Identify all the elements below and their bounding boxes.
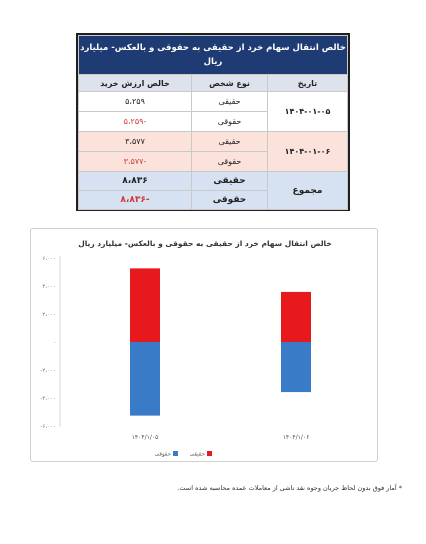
header-person-type: نوع شخص: [192, 75, 268, 92]
chart-card: [30, 228, 378, 462]
x-category-label: ۱۴۰۴/۱/۰۵: [131, 434, 159, 441]
bar: [130, 268, 160, 342]
summary-table-card: [76, 33, 350, 211]
category-labels: [132, 434, 310, 441]
total-label: مجموع: [268, 172, 348, 210]
y-tick-label: ۲،۰۰۰: [42, 312, 56, 318]
type-cell: حقیقی: [192, 172, 268, 191]
footnote: * آمار فوق بدون لحاظ جریان وجوه نقد ناشی از معاملات عمده محاسبه شده است.: [177, 484, 402, 492]
y-tick-label: ۴،۰۰۰: [42, 284, 56, 290]
y-ticks: [40, 256, 56, 430]
bar: [281, 292, 311, 342]
table-row: [79, 132, 348, 152]
legend-swatch: [173, 451, 178, 456]
legend-label: حقیقی: [189, 451, 205, 458]
legend-label: حقوقی: [154, 451, 171, 458]
type-cell: حقیقی: [192, 92, 268, 112]
y-tick-label: -۶،۰۰۰: [40, 424, 56, 430]
y-tick-label: -۴،۰۰۰: [40, 396, 56, 402]
table-title: خالص انتقال سهام خرد از حقیقی به حقوقی و بالعکس- میلیارد ریال: [79, 36, 348, 75]
y-tick-label: ۰: [53, 340, 56, 346]
value-cell: -۳،۵۷۷: [79, 152, 192, 172]
chart-title: خالص انتقال سهام خرد از حقیقی به حقوقی و بالعکس- میلیارد ریال: [78, 239, 332, 248]
value-cell: ۳،۵۷۷: [79, 132, 192, 152]
legend: [155, 451, 212, 458]
x-category-label: ۱۴۰۴/۱/۰۶: [282, 434, 310, 441]
type-cell: حقوقی: [192, 152, 268, 172]
bar: [130, 342, 160, 416]
y-tick-label: ۶،۰۰۰: [42, 256, 56, 262]
value-cell: -۵،۲۵۹: [79, 112, 192, 132]
y-tick-label: -۲،۰۰۰: [40, 368, 56, 374]
value-cell: -۸،۸۳۶: [79, 191, 192, 210]
bar: [281, 342, 311, 392]
summary-table: [78, 35, 348, 210]
table-row: [79, 92, 348, 112]
total-row: [79, 172, 348, 191]
bars: [130, 268, 311, 415]
stacked-bar-chart: [31, 229, 379, 463]
header-net-value: خالص ارزش خرید: [79, 75, 192, 92]
type-cell: حقوقی: [192, 191, 268, 210]
value-cell: ۸،۸۳۶: [79, 172, 192, 191]
date-cell: ۱۴۰۴-۰۱-۰۶: [268, 132, 348, 172]
legend-swatch: [207, 451, 212, 456]
header-date: تاریخ: [268, 75, 348, 92]
type-cell: حقیقی: [192, 132, 268, 152]
type-cell: حقوقی: [192, 112, 268, 132]
value-cell: ۵،۲۵۹: [79, 92, 192, 112]
date-cell: ۱۴۰۴-۰۱-۰۵: [268, 92, 348, 132]
